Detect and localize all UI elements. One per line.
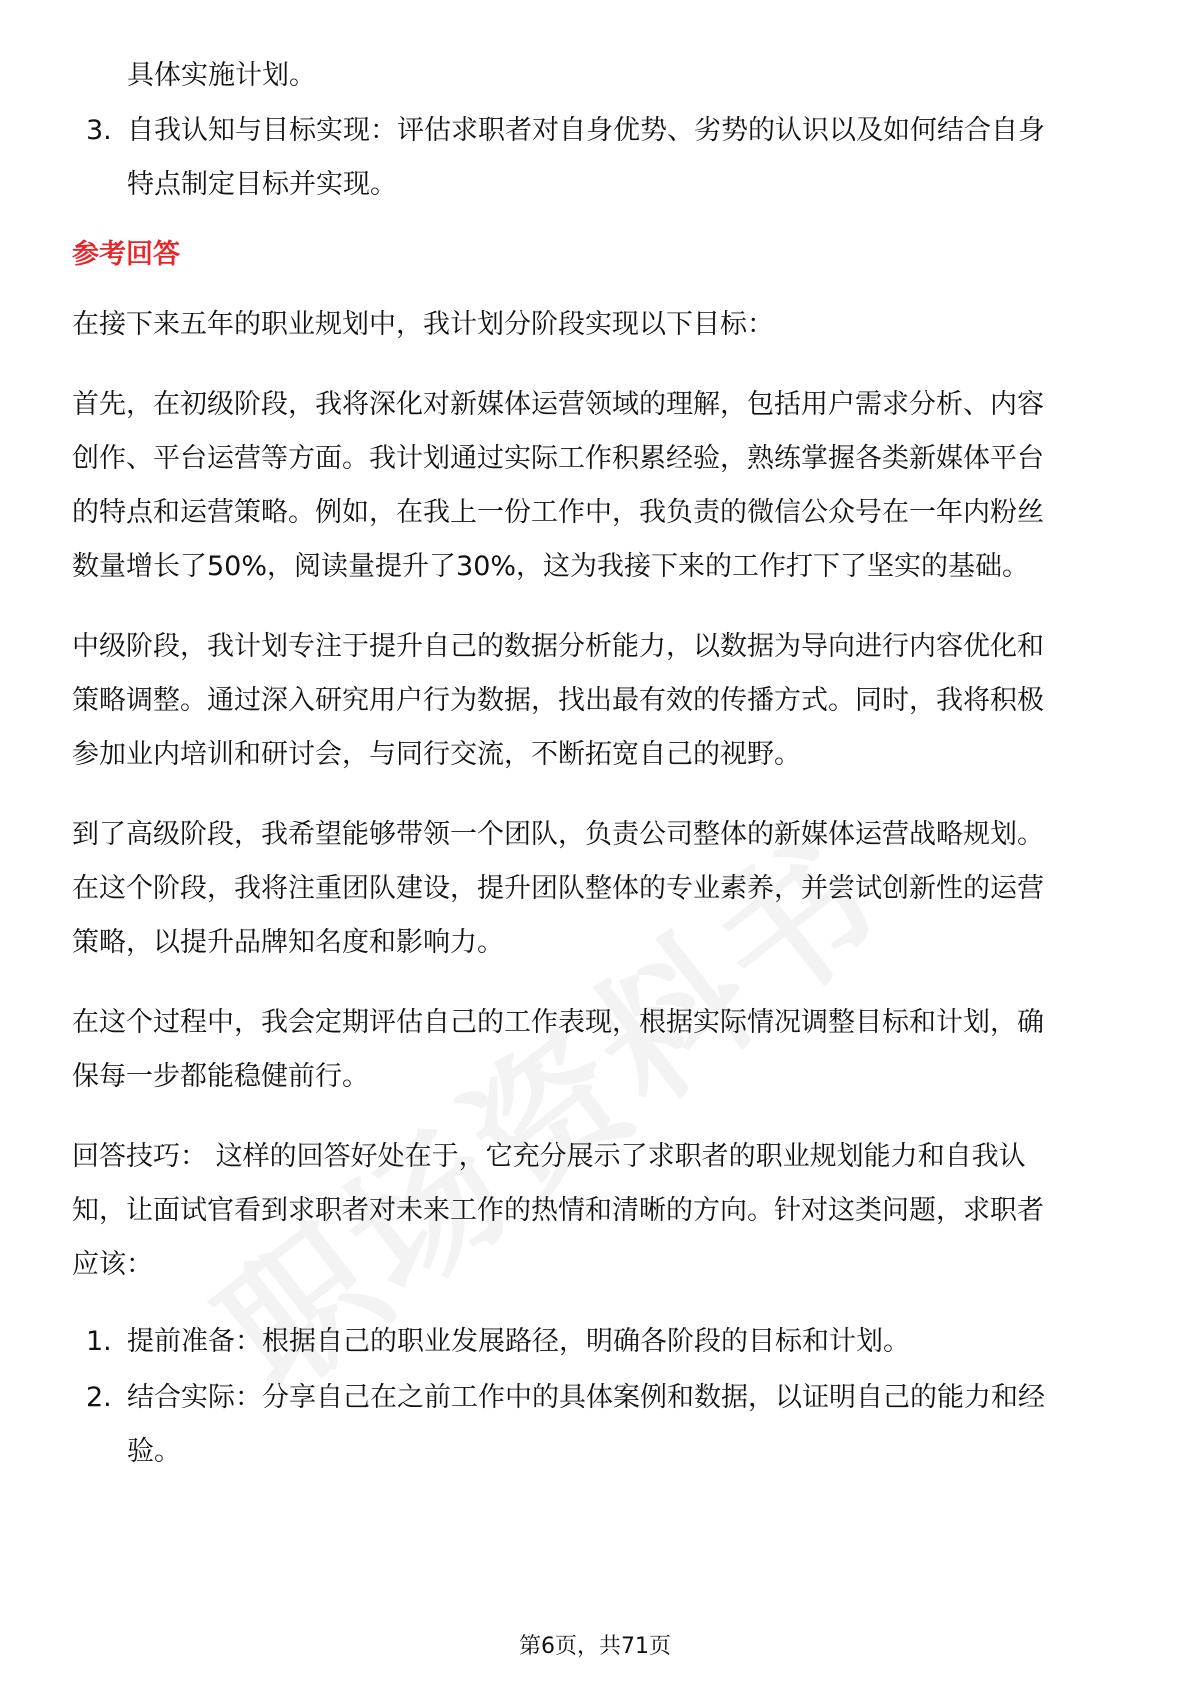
paragraph-2-line-3: 参加业内培训和研讨会，与同行交流，不断拓宽自己的视野。 xyxy=(72,739,801,770)
paragraph-3-line-1: 到了高级阶段，我希望能够带领一个团队，负责公司整体的新媒体运营战略规划。 xyxy=(72,819,1044,850)
tips-line-3: 应该： xyxy=(72,1249,153,1280)
list-item-2-line-2: 验。 xyxy=(127,1436,181,1467)
paragraph-1-line-4: 数量增长了50%，阅读量提升了30%，这为我接下来的工作打下了坚实的基础。 xyxy=(72,551,1030,582)
paragraph-2-line-1: 中级阶段，我计划专注于提升自己的数据分析能力，以数据为导向进行内容优化和 xyxy=(72,631,1044,662)
list-item-2-continuation: 具体实施计划。 xyxy=(127,60,316,91)
paragraph-3-line-3: 策略，以提升品牌知名度和影响力。 xyxy=(72,927,504,958)
list-number-1: 1. xyxy=(86,1326,112,1357)
list-number-3: 3. xyxy=(86,115,112,146)
tips-line-2: 知，让面试官看到求职者对未来工作的热情和清晰的方向。针对这类问题，求职者 xyxy=(72,1195,1044,1226)
paragraph-1-line-2: 创作、平台运营等方面。我计划通过实际工作积累经验，熟练掌握各类新媒体平台 xyxy=(72,443,1044,474)
list-item-2-line-1: 结合实际：分享自己在之前工作中的具体案例和数据，以证明自己的能力和经 xyxy=(127,1382,1045,1413)
intro-paragraph: 在接下来五年的职业规划中，我计划分阶段实现以下目标： xyxy=(72,309,774,340)
paragraph-4-line-1: 在这个过程中，我会定期评估自己的工作表现，根据实际情况调整目标和计划，确 xyxy=(72,1007,1044,1038)
paragraph-1-line-3: 的特点和运营策略。例如，在我上一份工作中，我负责的微信公众号在一年内粉丝 xyxy=(72,497,1044,528)
list-number-2: 2. xyxy=(86,1382,112,1413)
paragraph-2-line-2: 策略调整。通过深入研究用户行为数据，找出最有效的传播方式。同时，我将积极 xyxy=(72,685,1044,716)
paragraph-4-line-2: 保每一步都能稳健前行。 xyxy=(72,1061,369,1092)
paragraph-1-line-1: 首先，在初级阶段，我将深化对新媒体运营领域的理解，包括用户需求分析、内容 xyxy=(72,389,1044,420)
paragraph-3-line-2: 在这个阶段，我将注重团队建设，提升团队整体的专业素养，并尝试创新性的运营 xyxy=(72,873,1044,904)
page-number-footer: 第6页，共71页 xyxy=(519,1634,671,1659)
section-heading: 参考回答 xyxy=(72,239,180,270)
tips-line-1: 回答技巧： 这样的回答好处在于，它充分展示了求职者的职业规划能力和自我认 xyxy=(72,1141,1026,1172)
list-item-1-line-1: 提前准备：根据自己的职业发展路径，明确各阶段的目标和计划。 xyxy=(127,1326,910,1357)
list-item-3-line-2: 特点制定目标并实现。 xyxy=(127,169,397,200)
list-item-3-line-1: 自我认知与目标实现：评估求职者对自身优势、劣势的认识以及如何结合自身 xyxy=(127,115,1045,146)
